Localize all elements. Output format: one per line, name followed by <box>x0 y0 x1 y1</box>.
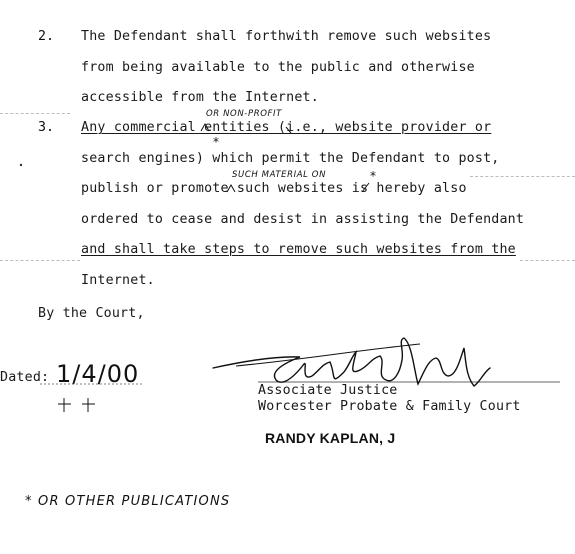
handwritten-insertion-non-profit: OR NON-PROFIT <box>206 109 282 119</box>
insertion-slash <box>286 127 291 133</box>
handwritten-date: 1/4/00 <box>56 360 140 388</box>
item-number: 2. <box>38 29 55 44</box>
insertion-caret <box>201 124 209 131</box>
item-2-line-2: from being available to the public and otherwise <box>81 60 475 75</box>
stray-dot <box>20 164 22 166</box>
asterisk-mark: * <box>370 169 376 183</box>
asterisk-mark: * <box>213 135 219 149</box>
date-tick <box>58 398 71 412</box>
handwritten-insertion-such-material: SUCH MATERIAL ON <box>232 170 327 180</box>
typed-signer-name: RANDY KAPLAN, J <box>265 430 396 446</box>
item-3-line-1: Any commercial entities (i.e., website provider or <box>81 120 492 135</box>
signature-court: Worcester Probate & Family Court <box>258 399 521 414</box>
signature <box>213 338 490 386</box>
item-3-line-5: and shall take steps to remove such websites from the <box>81 242 516 257</box>
item-3-line-3: publish or promote such websites is hereby also <box>81 181 467 196</box>
item-3-line-2: search engines) which permit the Defendant to post, <box>81 151 500 166</box>
date-tick <box>82 398 95 412</box>
insertion-slash <box>362 183 369 192</box>
insertion-caret <box>227 185 235 192</box>
item-number: 3. <box>38 120 55 135</box>
dated-label: Dated: <box>0 370 50 385</box>
item-2-line-3: accessible from the Internet. <box>81 90 319 105</box>
item-3-line-4: ordered to cease and desist in assisting the Defendant <box>81 212 525 227</box>
closing-text: By the Court, <box>38 306 145 321</box>
signature-title: Associate Justice <box>258 383 398 398</box>
handwritten-footnote: * OR OTHER PUBLICATIONS <box>25 494 231 509</box>
item-3-line-6: Internet. <box>81 273 155 288</box>
item-2-line-1: The Defendant shall forthwith remove such websites <box>81 29 492 44</box>
